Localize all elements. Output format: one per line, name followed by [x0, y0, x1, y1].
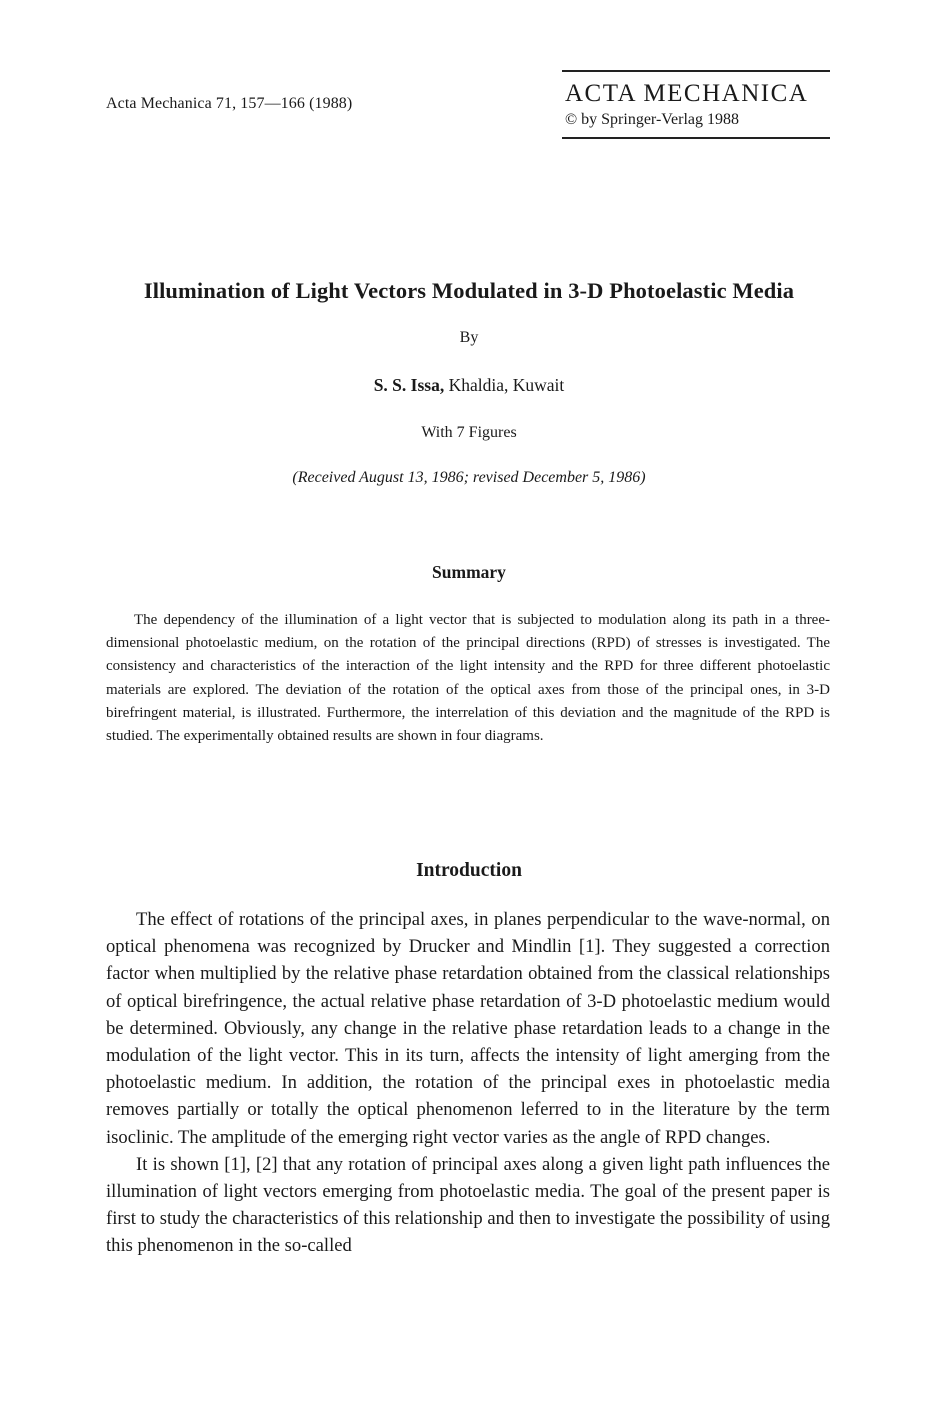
summary-heading: Summary	[432, 562, 506, 582]
figure-count: With 7 Figures	[421, 424, 517, 441]
introduction-paragraph: The effect of rotations of the principal axes, in planes perpendicular to the wave-normal, on optical phenomena was recognized by Drucker and Mindlin [1]. They suggested a correction factor when multiplied by the relative phase retardation obtained from the classical relationships of optical birefringence, the actual relative phase retardation of 3-D photoelastic medium would be determined. Obviously, any change in the relative phase retardation leads to a change in the modulation of the light vector. This in its turn, affects the intensity of light amerging from the photoelastic medium. In addition, the rotation of the principal exes in photoelastic media removes partially or totally the optical phenomenon leferred to in the literature by the term isoclinic. The amplitude of the emerging right vector varies as the angle of RPD changes.	[106, 909, 830, 1148]
article-title: Illumination of Light Vectors Modulated in 3-D Photoelastic Media	[143, 278, 795, 303]
author-line	[0, 375, 938, 396]
journal-copyright: © by Springer-Verlag 1988	[565, 111, 740, 128]
journal-name: ACTA MECHANICA	[565, 80, 809, 107]
journal-masthead	[562, 70, 830, 139]
introduction-heading: Introduction	[416, 860, 522, 881]
author-location: Khaldia, Kuwait	[444, 375, 565, 395]
journal-citation: Acta Mechanica 71, 157—166 (1988)	[106, 95, 353, 112]
introduction-paragraph: It is shown [1], [2] that any rotation of principal axes along a given light path influences the illumination of light vectors emerging from photoelastic media. The goal of the present paper is first to study the characteristics of this relationship and then to investigate the possibility of using this phenomenon in the so-called	[106, 1153, 830, 1257]
summary-paragraph: The dependency of the illumination of a light vector that is subjected to modulation along its path in a three-dimensional photoelastic medium, on the rotation of the principal directions (RPD) of stresses is investigated. The consistency and characteristics of the interaction of the light intensity and the RPD for three different photoelastic materials are explored. The deviation of the rotation of the optical axes from those of the principal ones, in 3-D birefringent material, is illustrated. Furthermore, the interrelation of this deviation and the magnitude of the RPD is studied. The experimentally obtained results are shown in four diagrams.	[106, 612, 830, 745]
author-name: S. S. Issa,	[373, 375, 445, 395]
introduction-body	[106, 906, 830, 1260]
by-line: By	[459, 329, 479, 346]
received-date: (Received August 13, 1986; revised December 5, 1986)	[292, 469, 646, 486]
